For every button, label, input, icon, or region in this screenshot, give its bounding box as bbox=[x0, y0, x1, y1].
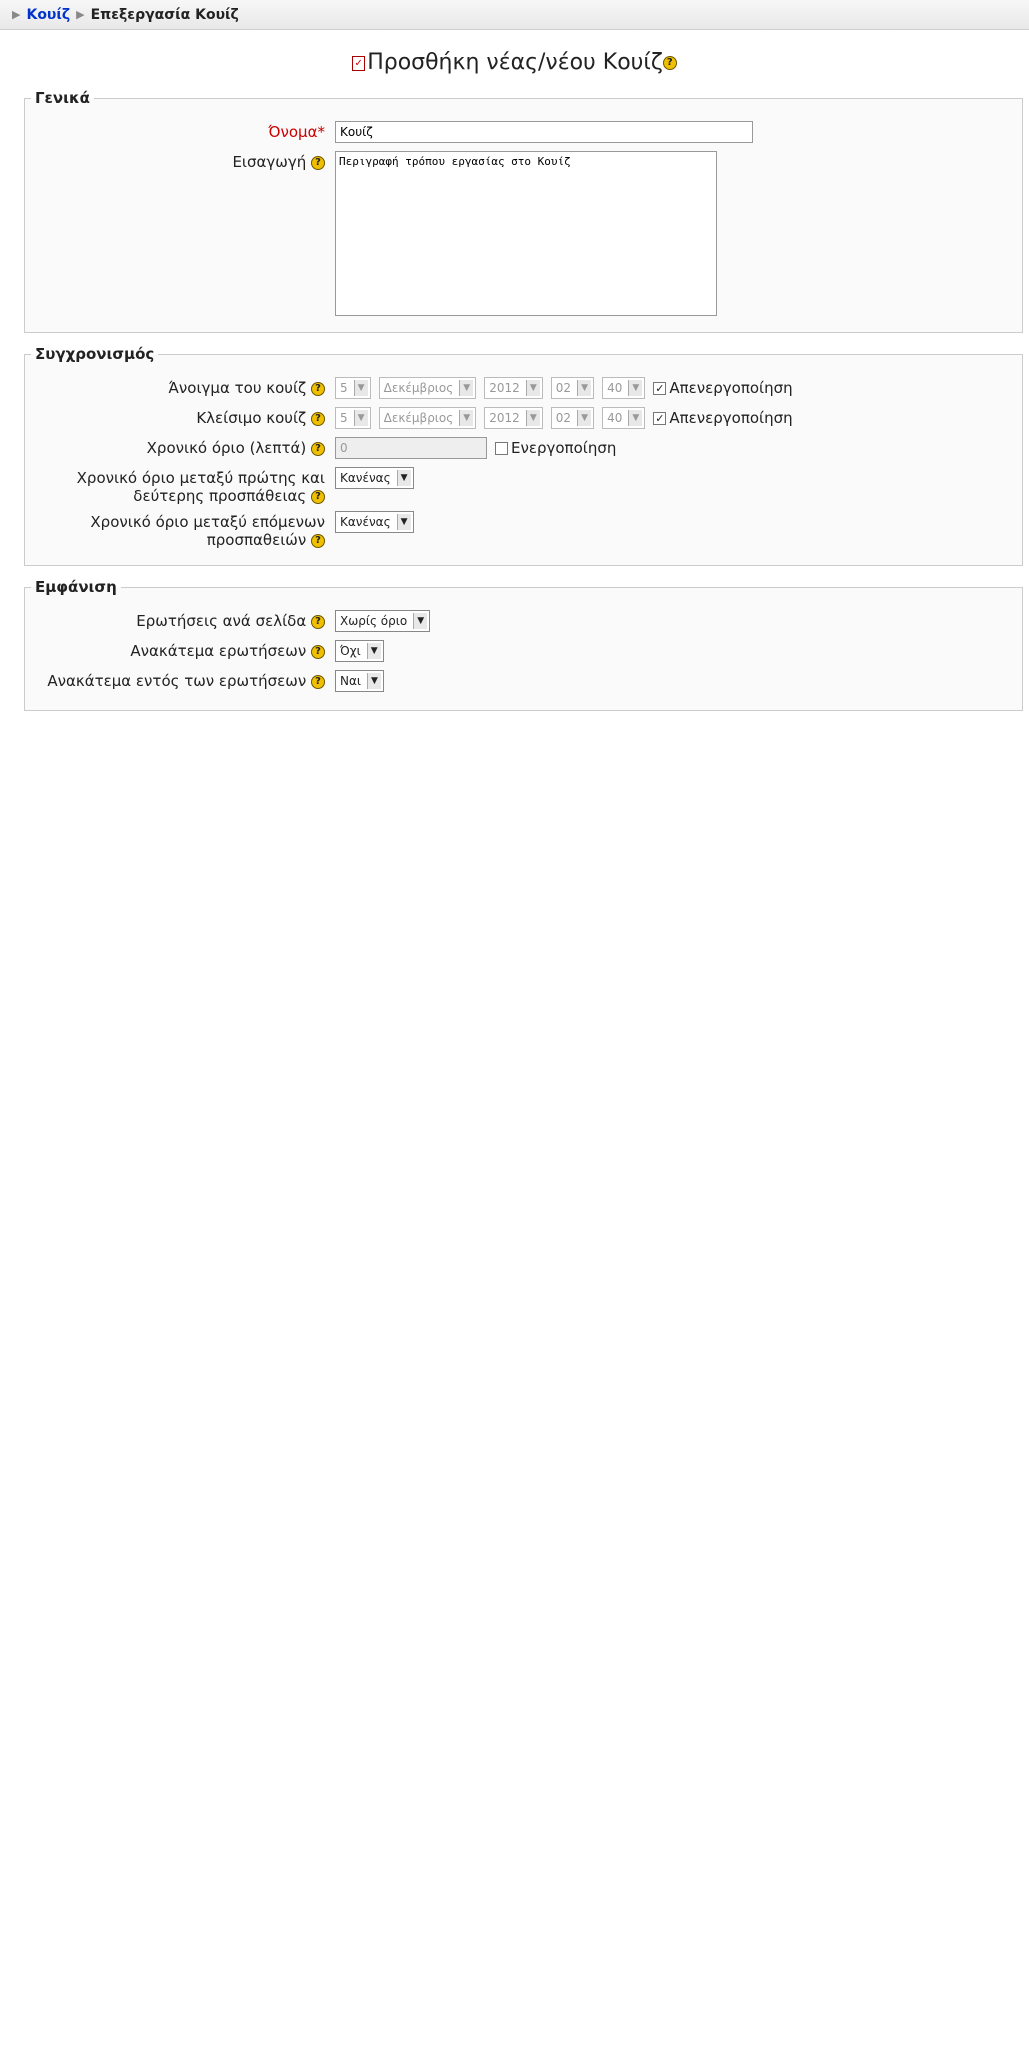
shuffle-answers-label-wrap bbox=[35, 670, 335, 690]
open-disable-checkbox[interactable] bbox=[653, 379, 792, 397]
checkbox-checked-icon: ✓ bbox=[655, 411, 665, 425]
help-icon[interactable]: ? bbox=[311, 645, 325, 659]
timelimit-label: Χρονικό όριο (λεπτά) bbox=[146, 439, 307, 457]
display-section bbox=[24, 578, 1023, 711]
chevron-down-icon: ▼ bbox=[628, 410, 642, 426]
page-title-row bbox=[0, 50, 1029, 75]
open-month-select[interactable] bbox=[379, 377, 477, 399]
open-day-select[interactable] bbox=[335, 377, 371, 399]
close-year-select[interactable] bbox=[484, 407, 543, 429]
perpage-select[interactable] bbox=[335, 610, 430, 632]
open-year-value: 2012 bbox=[489, 381, 520, 395]
chevron-down-icon: ▼ bbox=[367, 643, 381, 659]
timelimit-enable-label: Ενεργοποίηση bbox=[511, 439, 617, 457]
delay2-select[interactable] bbox=[335, 511, 414, 533]
close-year-value: 2012 bbox=[489, 411, 520, 425]
chevron-down-icon: ▼ bbox=[354, 380, 368, 396]
chevron-down-icon: ▼ bbox=[577, 380, 591, 396]
delay2-label: Χρονικό όριο μεταξύ επόμενων προσπαθειών bbox=[90, 513, 325, 549]
page-title: Προσθήκη νέας/νέου Κουίζ bbox=[367, 50, 663, 75]
open-minute-select[interactable] bbox=[602, 377, 645, 399]
timing-legend: Συγχρονισμός bbox=[35, 345, 155, 363]
close-disable-checkbox[interactable] bbox=[653, 409, 792, 427]
chevron-down-icon: ▼ bbox=[459, 380, 473, 396]
open-hour-select[interactable] bbox=[551, 377, 594, 399]
chevron-down-icon: ▼ bbox=[526, 380, 540, 396]
open-minute-value: 40 bbox=[607, 381, 623, 395]
close-month-value: Δεκέμβριος bbox=[383, 411, 454, 425]
display-legend: Εμφάνιση bbox=[35, 578, 117, 596]
open-hour-value: 02 bbox=[555, 381, 572, 395]
general-section bbox=[24, 89, 1023, 333]
breadcrumb-arrow-icon: ▶ bbox=[12, 8, 21, 21]
breadcrumb-current: Επεξεργασία Κουίζ bbox=[90, 6, 239, 23]
breadcrumb-home-link[interactable]: Κουίζ bbox=[26, 6, 71, 23]
timelimit-row bbox=[35, 437, 1012, 461]
delay1-value: Κανένας bbox=[340, 471, 391, 485]
open-disable-label: Απενεργοποίηση bbox=[669, 379, 793, 397]
perpage-value: Χωρίς όριο bbox=[340, 614, 408, 628]
timelimit-enable-checkbox[interactable] bbox=[495, 439, 616, 457]
name-row bbox=[35, 121, 1012, 145]
shuffle-questions-row bbox=[35, 640, 1012, 664]
open-month-value: Δεκέμβριος bbox=[383, 381, 454, 395]
close-month-select[interactable] bbox=[379, 407, 477, 429]
shuffle-answers-row bbox=[35, 670, 1012, 694]
help-icon[interactable]: ? bbox=[311, 156, 325, 170]
close-day-select[interactable] bbox=[335, 407, 371, 429]
close-row bbox=[35, 407, 1012, 431]
open-label-wrap bbox=[35, 377, 335, 397]
name-input[interactable] bbox=[335, 121, 753, 143]
delay1-select[interactable] bbox=[335, 467, 414, 489]
close-hour-select[interactable] bbox=[551, 407, 594, 429]
perpage-row bbox=[35, 610, 1012, 634]
breadcrumb-separator-icon: ▶ bbox=[76, 8, 85, 21]
shuffle-questions-select[interactable] bbox=[335, 640, 384, 662]
intro-label-wrap bbox=[35, 151, 335, 171]
edit-document-icon: ✓ bbox=[352, 56, 365, 71]
close-minute-value: 40 bbox=[607, 411, 623, 425]
shuffle-questions-value: Όχι bbox=[340, 644, 361, 658]
timelimit-input[interactable] bbox=[335, 437, 487, 459]
intro-textarea[interactable] bbox=[335, 151, 717, 316]
help-icon[interactable]: ? bbox=[311, 442, 325, 456]
chevron-down-icon: ▼ bbox=[413, 613, 427, 629]
perpage-label: Ερωτήσεις ανά σελίδα bbox=[136, 612, 307, 630]
checkbox-unchecked-icon bbox=[495, 442, 508, 455]
help-icon[interactable]: ? bbox=[311, 675, 325, 689]
required-marker: * bbox=[317, 123, 325, 141]
chevron-down-icon: ▼ bbox=[628, 380, 642, 396]
navigation-bar bbox=[0, 0, 1029, 30]
close-label-wrap bbox=[35, 407, 335, 427]
intro-label: Εισαγωγή bbox=[232, 153, 307, 171]
close-minute-select[interactable] bbox=[602, 407, 645, 429]
chevron-down-icon: ▼ bbox=[397, 470, 411, 486]
delay1-label: Χρονικό όριο μεταξύ πρώτης και δεύτερης προσπάθειας bbox=[76, 469, 325, 505]
intro-row bbox=[35, 151, 1012, 316]
shuffle-questions-label: Ανακάτεμα ερωτήσεων bbox=[130, 642, 307, 660]
shuffle-answers-value: Ναι bbox=[340, 674, 361, 688]
delay1-row bbox=[35, 467, 1012, 505]
shuffle-questions-label-wrap bbox=[35, 640, 335, 660]
chevron-down-icon: ▼ bbox=[459, 410, 473, 426]
shuffle-answers-label: Ανακάτεμα εντός των ερωτήσεων bbox=[47, 672, 307, 690]
chevron-down-icon: ▼ bbox=[526, 410, 540, 426]
open-year-select[interactable] bbox=[484, 377, 543, 399]
help-icon[interactable]: ? bbox=[311, 490, 325, 504]
chevron-down-icon: ▼ bbox=[367, 673, 381, 689]
close-hour-value: 02 bbox=[555, 411, 572, 425]
chevron-down-icon: ▼ bbox=[354, 410, 368, 426]
chevron-down-icon: ▼ bbox=[397, 514, 411, 530]
name-label-wrap bbox=[35, 121, 335, 141]
shuffle-answers-select[interactable] bbox=[335, 670, 384, 692]
close-day-value: 5 bbox=[340, 411, 348, 425]
timelimit-label-wrap bbox=[35, 437, 335, 457]
help-icon[interactable]: ? bbox=[311, 382, 325, 396]
delay2-label-wrap bbox=[35, 511, 335, 549]
help-icon[interactable]: ? bbox=[663, 56, 677, 70]
timing-section bbox=[24, 345, 1023, 566]
help-icon[interactable]: ? bbox=[311, 412, 325, 426]
chevron-down-icon: ▼ bbox=[577, 410, 591, 426]
close-label: Κλείσιμο κουίζ bbox=[196, 409, 307, 427]
help-icon[interactable]: ? bbox=[311, 534, 325, 548]
checkbox-checked-icon: ✓ bbox=[655, 381, 665, 395]
help-icon[interactable]: ? bbox=[311, 615, 325, 629]
close-disable-label: Απενεργοποίηση bbox=[669, 409, 793, 427]
delay1-label-wrap bbox=[35, 467, 335, 505]
open-day-value: 5 bbox=[340, 381, 348, 395]
delay2-row bbox=[35, 511, 1012, 549]
delay2-value: Κανένας bbox=[340, 515, 391, 529]
name-label: Όνομα bbox=[268, 123, 318, 141]
general-legend: Γενικά bbox=[35, 89, 90, 107]
open-label: Άνοιγμα του κουίζ bbox=[168, 379, 307, 397]
open-row bbox=[35, 377, 1012, 401]
perpage-label-wrap bbox=[35, 610, 335, 630]
